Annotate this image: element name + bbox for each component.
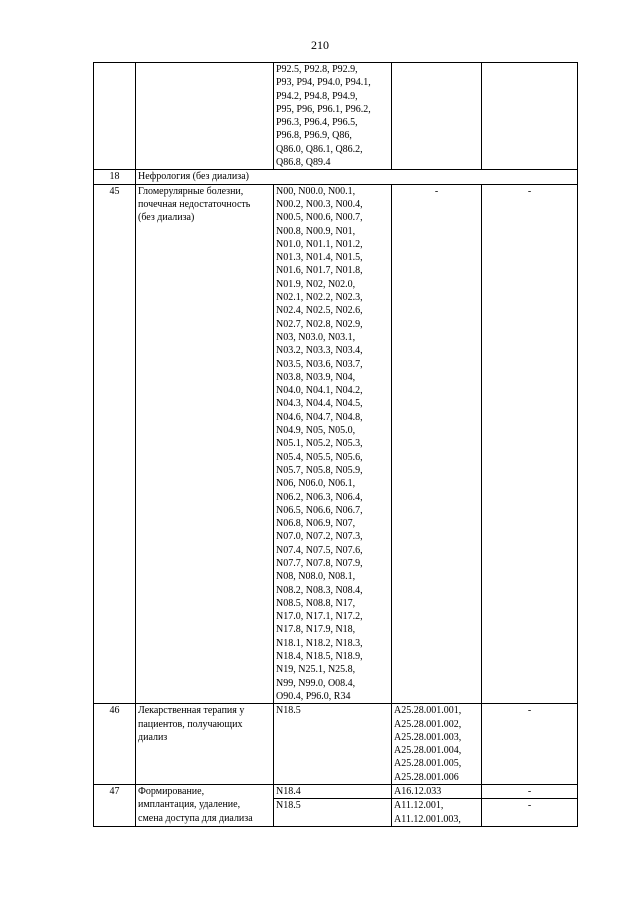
service-codes-line: A25.28.001.004, [394, 745, 462, 757]
diagnosis-codes-line: N99, N99.0, O08.4, [276, 677, 356, 689]
extra-criteria-line: - [527, 705, 532, 717]
diagnosis-codes-line: N00, N00.0, N00.1, [276, 185, 356, 197]
diagnosis-codes-line: O90.4, P96.0, R34 [276, 690, 351, 702]
diagnosis-codes-line: N01.6, N01.7, N01.8, [276, 265, 363, 277]
row-number [94, 63, 136, 170]
service-codes [392, 799, 482, 827]
diagnosis-codes-line: P93, P94, P94.0, P94.1, [276, 77, 371, 89]
diagnosis-codes-line: P96.3, P96.4, P96.5, [276, 117, 358, 129]
diagnosis-codes-line: N03.2, N03.3, N03.4, [276, 345, 363, 357]
diagnosis-codes-line: N02.7, N02.8, N02.9, [276, 318, 363, 330]
diagnosis-codes-line: N02.4, N02.5, N02.6, [276, 305, 363, 317]
row-number [94, 184, 136, 704]
diagnosis-codes-line: N01.9, N02, N02.0, [276, 278, 356, 290]
diagnosis-codes-line: N06, N06.0, N06.1, [276, 478, 356, 490]
group-name-line: (без диализа) [138, 212, 195, 224]
diagnosis-codes-line: N07.0, N07.2, N07.3, [276, 531, 363, 543]
diagnosis-codes-line: N08.2, N08.3, N08.4, [276, 584, 363, 596]
service-codes [392, 184, 482, 704]
diagnosis-codes-line: Q86.8, Q89.4 [276, 157, 331, 169]
diagnosis-codes-line: N18.5 [276, 705, 301, 717]
diagnosis-codes-line: N18.4, N18.5, N18.9, [276, 651, 363, 663]
table-row [94, 184, 578, 704]
diagnosis-codes [274, 63, 392, 170]
row-number-line: 45 [109, 185, 120, 197]
service-codes-line: A25.28.001.002, [394, 718, 462, 730]
diagnosis-codes [274, 184, 392, 704]
row-number [94, 170, 136, 184]
group-name-line: имплантация, удаление, [138, 799, 241, 811]
extra-criteria-line: - [527, 185, 532, 197]
table-row [94, 63, 578, 170]
diagnosis-codes-line: N04.0, N04.1, N04.2, [276, 385, 363, 397]
diagnosis-codes-line: N18.4 [276, 786, 301, 798]
diagnosis-codes-line: N08, N08.0, N08.1, [276, 571, 356, 583]
diagnosis-codes-line: N17.8, N17.9, N18, [276, 624, 356, 636]
diagnosis-codes-line: N01.0, N01.1, N01.2, [276, 238, 363, 250]
diagnosis-codes-line: N18.1, N18.2, N18.3, [276, 637, 363, 649]
diagnosis-codes-line: N03, N03.0, N03.1, [276, 331, 356, 343]
diagnosis-codes-line: N00.5, N00.6, N00.7, [276, 212, 363, 224]
diagnosis-codes-line: N08.5, N08.8, N17, [276, 597, 356, 609]
diagnosis-codes-line: P92.5, P92.8, P92.9, [276, 64, 358, 75]
diagnosis-codes-line: N03.8, N03.9, N04, [276, 371, 356, 383]
service-codes-line: A25.28.001.006 [394, 771, 459, 783]
diagnosis-codes-line: N00.8, N00.9, N01, [276, 225, 356, 237]
group-name [136, 184, 274, 704]
diagnosis-codes-line: N04.9, N05, N05.0, [276, 425, 356, 437]
service-codes [392, 785, 482, 799]
service-codes-line: A25.28.001.001, [394, 705, 462, 717]
extra-criteria [482, 785, 578, 799]
service-codes-line: A11.12.001.003, [394, 813, 461, 825]
row-number [94, 785, 136, 827]
table-row [94, 704, 578, 785]
group-name-line: смена доступа для диализа [138, 812, 253, 824]
service-codes-line: A16.12.033 [394, 786, 442, 798]
row-number-line: 46 [109, 705, 120, 717]
group-name-line: диализ [138, 731, 168, 743]
diagnosis-codes-line: N06.5, N06.6, N06.7, [276, 504, 363, 516]
row-number-line: 47 [109, 786, 120, 798]
service-codes-line: A11.12.001, [394, 800, 444, 812]
group-name [136, 704, 274, 785]
diagnosis-codes [274, 704, 392, 785]
diagnosis-codes-line: N07.4, N07.5, N07.6, [276, 544, 363, 556]
group-name [136, 785, 274, 827]
extra-criteria [482, 63, 578, 170]
group-name-line: Лекарственная терапия у [138, 705, 245, 717]
table-row [94, 785, 578, 799]
group-name-line: почечная недостаточность [138, 198, 251, 210]
row-number-line: 18 [109, 171, 120, 183]
extra-criteria [482, 184, 578, 704]
diagnosis-codes-line: N18.5 [276, 800, 301, 812]
service-codes-line: A25.28.001.003, [394, 731, 462, 743]
group-name-line: Гломерулярные болезни, [138, 185, 244, 197]
service-codes-line: - [434, 185, 439, 197]
diagnosis-codes-line: P94.2, P94.8, P94.9, [276, 90, 358, 102]
extra-criteria-line: - [527, 800, 532, 812]
service-codes [392, 704, 482, 785]
diagnosis-codes-line: N03.5, N03.6, N03.7, [276, 358, 363, 370]
diagnosis-codes-line: N07.7, N07.8, N07.9, [276, 557, 363, 569]
diagnosis-codes-line: N17.0, N17.1, N17.2, [276, 611, 363, 623]
diagnosis-codes [274, 799, 392, 827]
group-name [136, 63, 274, 170]
diagnosis-codes-line: N04.3, N04.4, N04.5, [276, 398, 363, 410]
page-number: 210 [311, 38, 329, 52]
diagnosis-codes-line: N05.7, N05.8, N05.9, [276, 464, 363, 476]
diagnosis-codes-line: N06.2, N06.3, N06.4, [276, 491, 363, 503]
section-row [94, 170, 578, 184]
diagnosis-codes [274, 785, 392, 799]
extra-criteria-line: - [527, 786, 532, 798]
group-name-line: пациентов, получающих [138, 718, 243, 730]
diagnosis-codes-line: N04.6, N04.7, N04.8, [276, 411, 363, 423]
diagnosis-codes-line: N06.8, N06.9, N07, [276, 518, 356, 530]
service-codes-line: A25.28.001.005, [394, 758, 462, 770]
diagnosis-codes-line: N01.3, N01.4, N01.5, [276, 252, 363, 264]
extra-criteria [482, 704, 578, 785]
diagnosis-codes-line: N02.1, N02.2, N02.3, [276, 292, 363, 304]
diagnosis-codes-line: P96.8, P96.9, Q86, [276, 130, 352, 142]
group-name-line: Формирование, [138, 786, 205, 798]
diagnosis-codes-line: N00.2, N00.3, N00.4, [276, 198, 363, 210]
diagnosis-codes-line: Q86.0, Q86.1, Q86.2, [276, 143, 363, 155]
section-title [136, 170, 578, 184]
extra-criteria [482, 799, 578, 827]
diagnosis-codes-line: N05.4, N05.5, N05.6, [276, 451, 363, 463]
diagnosis-codes-line: P95, P96, P96.1, P96.2, [276, 103, 371, 115]
diagnosis-codes-line: N05.1, N05.2, N05.3, [276, 438, 363, 450]
section-title-line: Нефрология (без диализа) [138, 171, 249, 183]
diagnosis-codes-line: N19, N25.1, N25.8, [276, 664, 356, 676]
row-number [94, 704, 136, 785]
service-codes [392, 63, 482, 170]
tariff-table [93, 62, 578, 827]
